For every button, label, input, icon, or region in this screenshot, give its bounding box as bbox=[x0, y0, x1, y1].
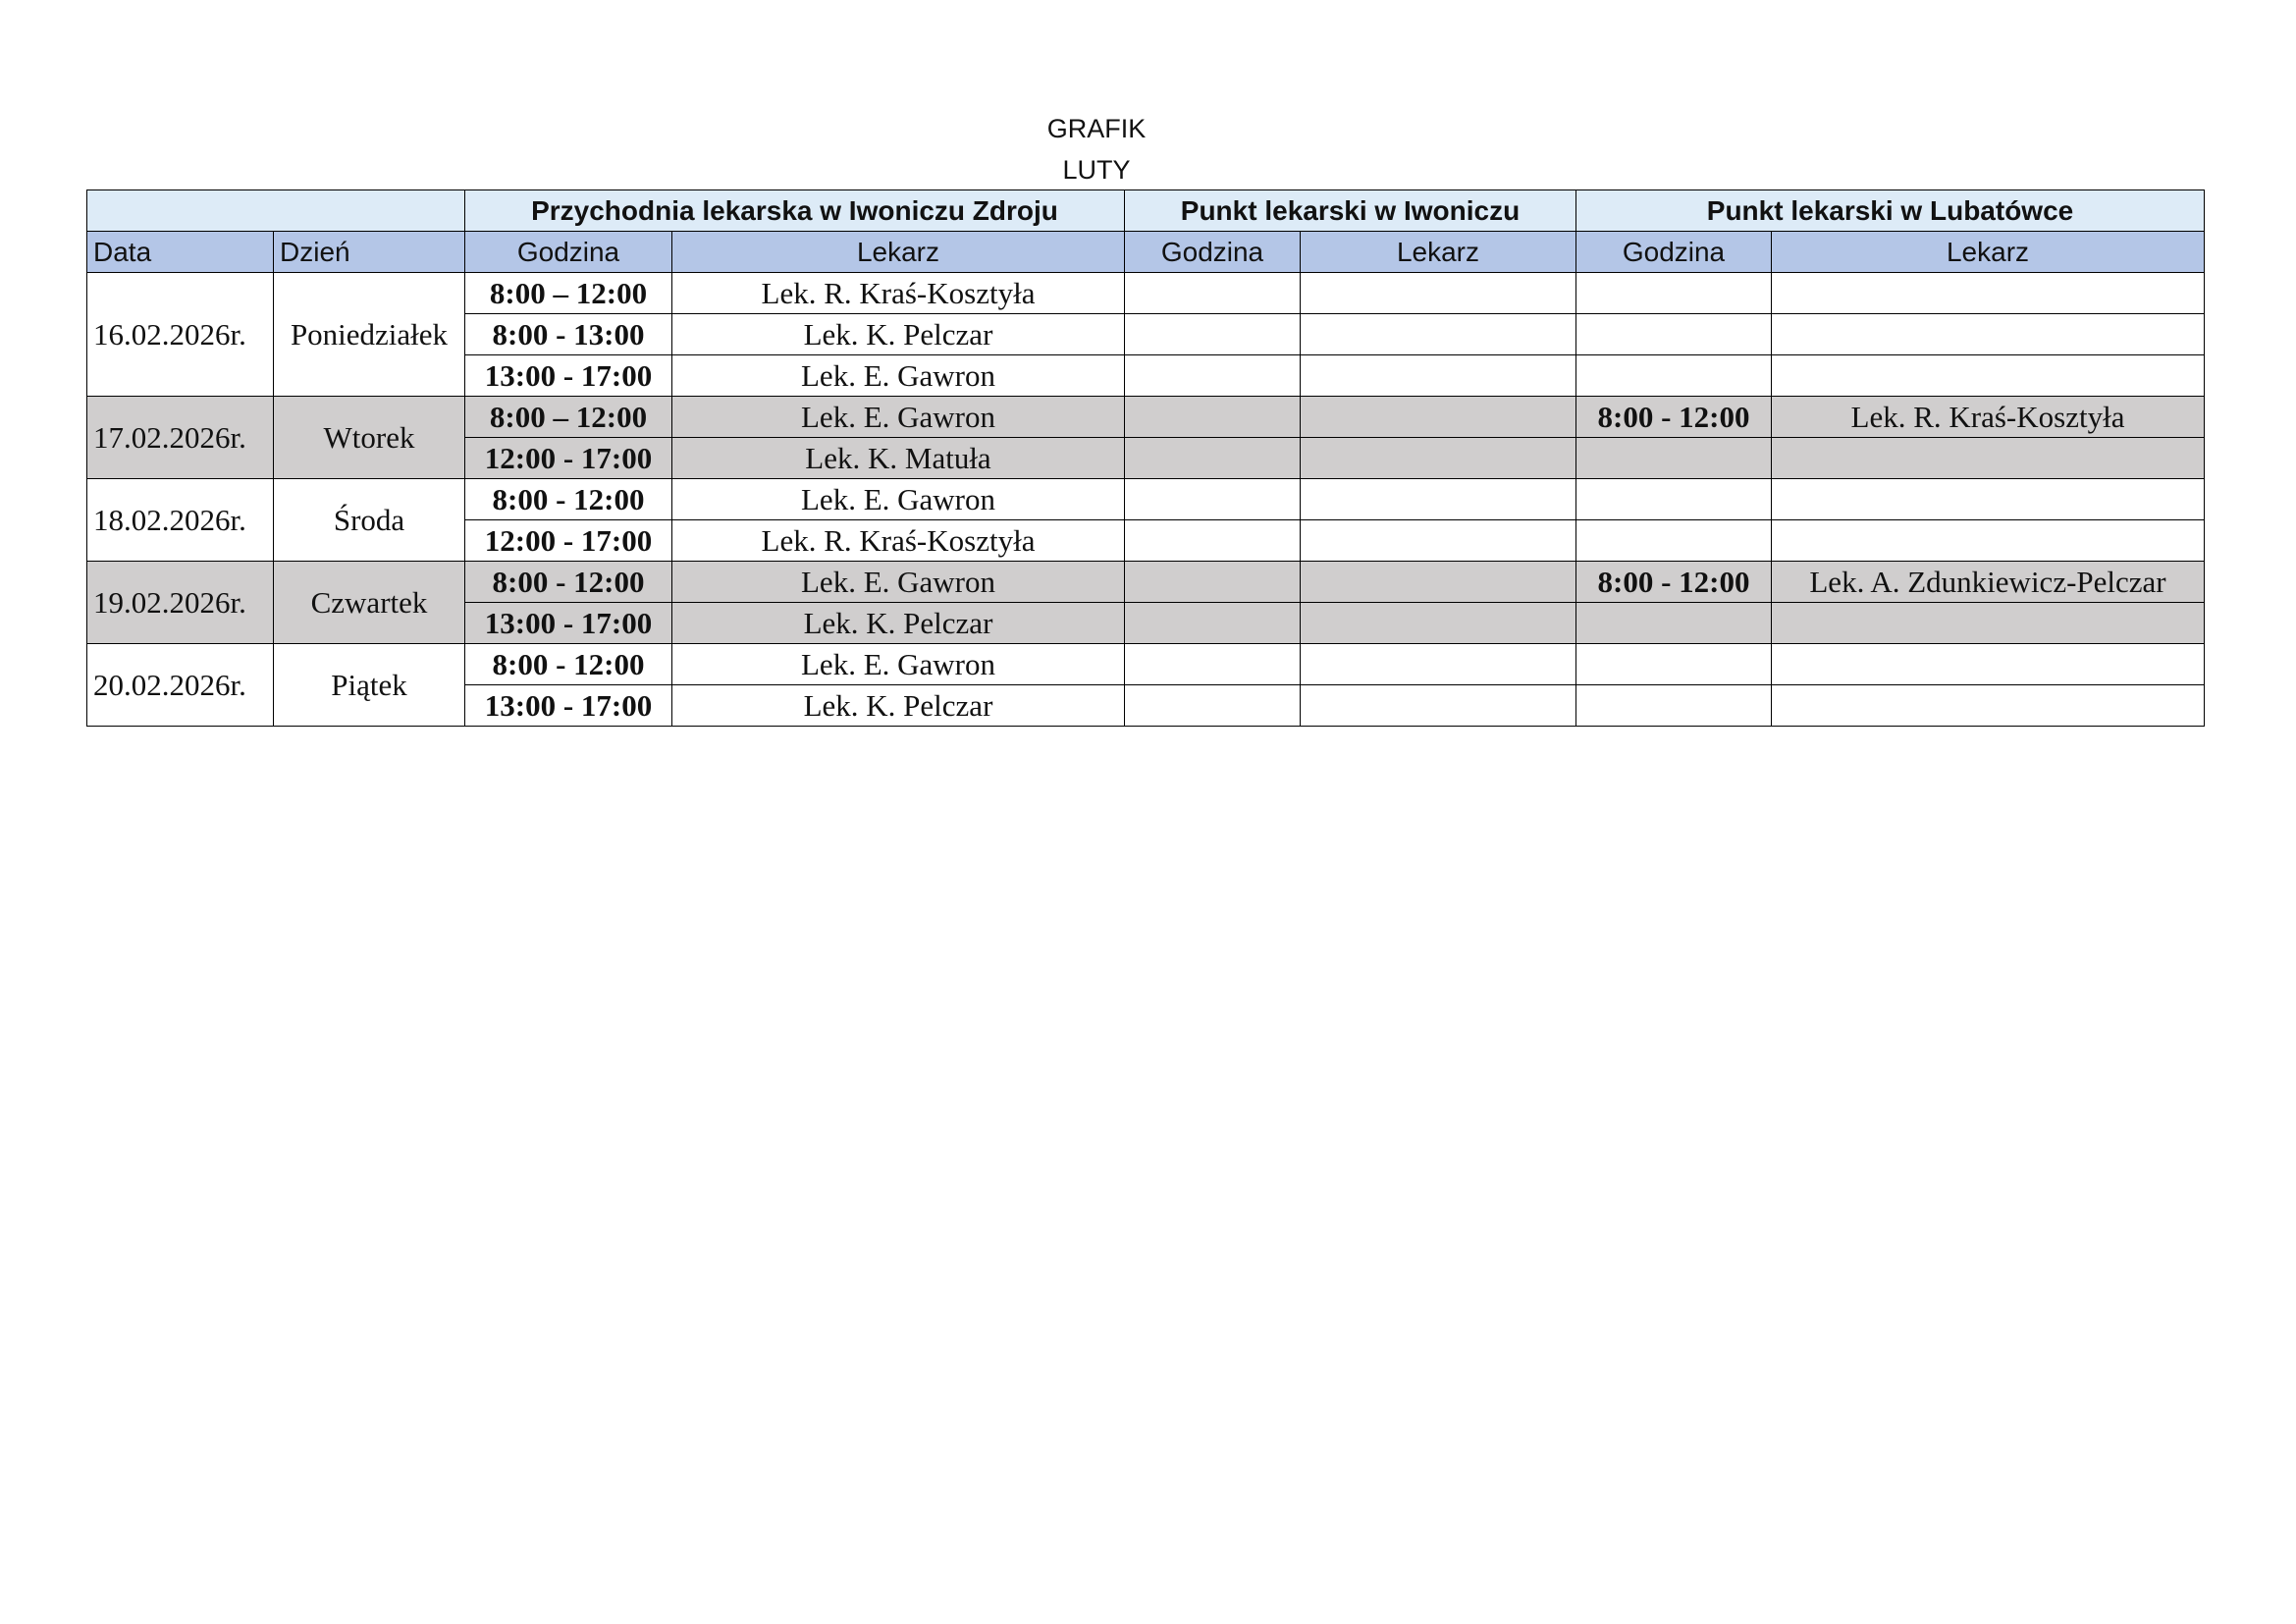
doctor-cell: Lek. K. Matuła bbox=[672, 438, 1125, 479]
subtitle-month: LUTY bbox=[1062, 155, 1131, 185]
location-header-blank bbox=[87, 190, 465, 232]
time-cell-loc2 bbox=[1125, 397, 1301, 438]
doctor-cell-loc3: Lek. R. Kraś-Kosztyła bbox=[1772, 397, 2205, 438]
time-cell-loc3 bbox=[1576, 685, 1772, 727]
doctor-cell-loc2 bbox=[1301, 644, 1576, 685]
day-cell: Poniedziałek bbox=[274, 273, 465, 397]
time-cell-loc2 bbox=[1125, 603, 1301, 644]
doctor-cell-loc3 bbox=[1772, 520, 2205, 562]
doctor-cell-loc2 bbox=[1301, 314, 1576, 355]
doctor-cell: Lek. R. Kraś-Kosztyła bbox=[672, 520, 1125, 562]
time-cell: 8:00 – 12:00 bbox=[465, 397, 672, 438]
doctor-cell-loc3 bbox=[1772, 355, 2205, 397]
doctor-cell-loc3 bbox=[1772, 479, 2205, 520]
time-cell-loc3 bbox=[1576, 479, 1772, 520]
time-cell: 13:00 - 17:00 bbox=[465, 603, 672, 644]
time-cell: 12:00 - 17:00 bbox=[465, 520, 672, 562]
date-cell: 19.02.2026r. bbox=[87, 562, 274, 644]
document-titles bbox=[0, 108, 2296, 190]
time-cell-loc2 bbox=[1125, 562, 1301, 603]
column-header-godzina-2: Godzina bbox=[1125, 232, 1301, 273]
day-cell: Piątek bbox=[274, 644, 465, 727]
doctor-cell-loc2 bbox=[1301, 438, 1576, 479]
time-cell: 13:00 - 17:00 bbox=[465, 685, 672, 727]
time-cell-loc2 bbox=[1125, 314, 1301, 355]
time-cell-loc2 bbox=[1125, 685, 1301, 727]
column-header-godzina-1: Godzina bbox=[465, 232, 672, 273]
doctor-cell: Lek. K. Pelczar bbox=[672, 603, 1125, 644]
time-cell-loc3 bbox=[1576, 438, 1772, 479]
day-cell: Środa bbox=[274, 479, 465, 562]
time-cell: 8:00 – 12:00 bbox=[465, 273, 672, 314]
doctor-cell: Lek. K. Pelczar bbox=[672, 685, 1125, 727]
doctor-cell-loc2 bbox=[1301, 603, 1576, 644]
doctor-cell-loc2 bbox=[1301, 273, 1576, 314]
doctor-cell-loc3 bbox=[1772, 438, 2205, 479]
doctor-cell-loc2 bbox=[1301, 685, 1576, 727]
doctor-cell-loc2 bbox=[1301, 479, 1576, 520]
location-header-1: Przychodnia lekarska w Iwoniczu Zdroju bbox=[465, 190, 1125, 232]
column-header-lekarz-2: Lekarz bbox=[1301, 232, 1576, 273]
column-header-lekarz-1: Lekarz bbox=[672, 232, 1125, 273]
table-row bbox=[87, 562, 2205, 603]
time-cell-loc3 bbox=[1576, 520, 1772, 562]
time-cell-loc2 bbox=[1125, 273, 1301, 314]
day-cell: Czwartek bbox=[274, 562, 465, 644]
doctor-cell-loc2 bbox=[1301, 397, 1576, 438]
doctor-cell: Lek. E. Gawron bbox=[672, 397, 1125, 438]
doctor-cell: Lek. E. Gawron bbox=[672, 644, 1125, 685]
table-row bbox=[87, 397, 2205, 438]
time-cell: 8:00 - 12:00 bbox=[465, 562, 672, 603]
schedule-table bbox=[86, 189, 2205, 727]
time-cell: 8:00 - 13:00 bbox=[465, 314, 672, 355]
doctor-cell-loc2 bbox=[1301, 562, 1576, 603]
time-cell-loc3 bbox=[1576, 644, 1772, 685]
doctor-cell-loc3 bbox=[1772, 603, 2205, 644]
time-cell-loc2 bbox=[1125, 479, 1301, 520]
doctor-cell: Lek. K. Pelczar bbox=[672, 314, 1125, 355]
time-cell-loc3: 8:00 - 12:00 bbox=[1576, 397, 1772, 438]
time-cell-loc3 bbox=[1576, 355, 1772, 397]
doctor-cell-loc3 bbox=[1772, 314, 2205, 355]
table-row bbox=[87, 479, 2205, 520]
time-cell-loc2 bbox=[1125, 355, 1301, 397]
doctor-cell-loc2 bbox=[1301, 355, 1576, 397]
doctor-cell-loc3: Lek. A. Zdunkiewicz-Pelczar bbox=[1772, 562, 2205, 603]
location-header-3: Punkt lekarski w Lubatówce bbox=[1576, 190, 2205, 232]
time-cell: 8:00 - 12:00 bbox=[465, 479, 672, 520]
time-cell-loc2 bbox=[1125, 644, 1301, 685]
time-cell-loc2 bbox=[1125, 520, 1301, 562]
time-cell-loc3 bbox=[1576, 603, 1772, 644]
doctor-cell: Lek. E. Gawron bbox=[672, 479, 1125, 520]
day-cell: Wtorek bbox=[274, 397, 465, 479]
title: GRAFIK bbox=[1046, 114, 1147, 143]
column-header-lekarz-3: Lekarz bbox=[1772, 232, 2205, 273]
column-header-godzina-3: Godzina bbox=[1576, 232, 1772, 273]
column-header-row bbox=[87, 232, 2205, 273]
location-header-row bbox=[87, 190, 2205, 232]
doctor-cell: Lek. E. Gawron bbox=[672, 562, 1125, 603]
time-cell: 13:00 - 17:00 bbox=[465, 355, 672, 397]
time-cell-loc3 bbox=[1576, 273, 1772, 314]
date-cell: 18.02.2026r. bbox=[87, 479, 274, 562]
time-cell: 12:00 - 17:00 bbox=[465, 438, 672, 479]
time-cell: 8:00 - 12:00 bbox=[465, 644, 672, 685]
column-header-dzien: Dzień bbox=[274, 232, 465, 273]
time-cell-loc3 bbox=[1576, 314, 1772, 355]
table-row bbox=[87, 644, 2205, 685]
doctor-cell: Lek. E. Gawron bbox=[672, 355, 1125, 397]
doctor-cell-loc3 bbox=[1772, 273, 2205, 314]
date-cell: 20.02.2026r. bbox=[87, 644, 274, 727]
column-header-data: Data bbox=[87, 232, 274, 273]
time-cell-loc2 bbox=[1125, 438, 1301, 479]
time-cell-loc3: 8:00 - 12:00 bbox=[1576, 562, 1772, 603]
doctor-cell: Lek. R. Kraś-Kosztyła bbox=[672, 273, 1125, 314]
location-header-2: Punkt lekarski w Iwoniczu bbox=[1125, 190, 1576, 232]
doctor-cell-loc3 bbox=[1772, 644, 2205, 685]
date-cell: 16.02.2026r. bbox=[87, 273, 274, 397]
date-cell: 17.02.2026r. bbox=[87, 397, 274, 479]
doctor-cell-loc2 bbox=[1301, 520, 1576, 562]
doctor-cell-loc3 bbox=[1772, 685, 2205, 727]
table-row bbox=[87, 273, 2205, 314]
